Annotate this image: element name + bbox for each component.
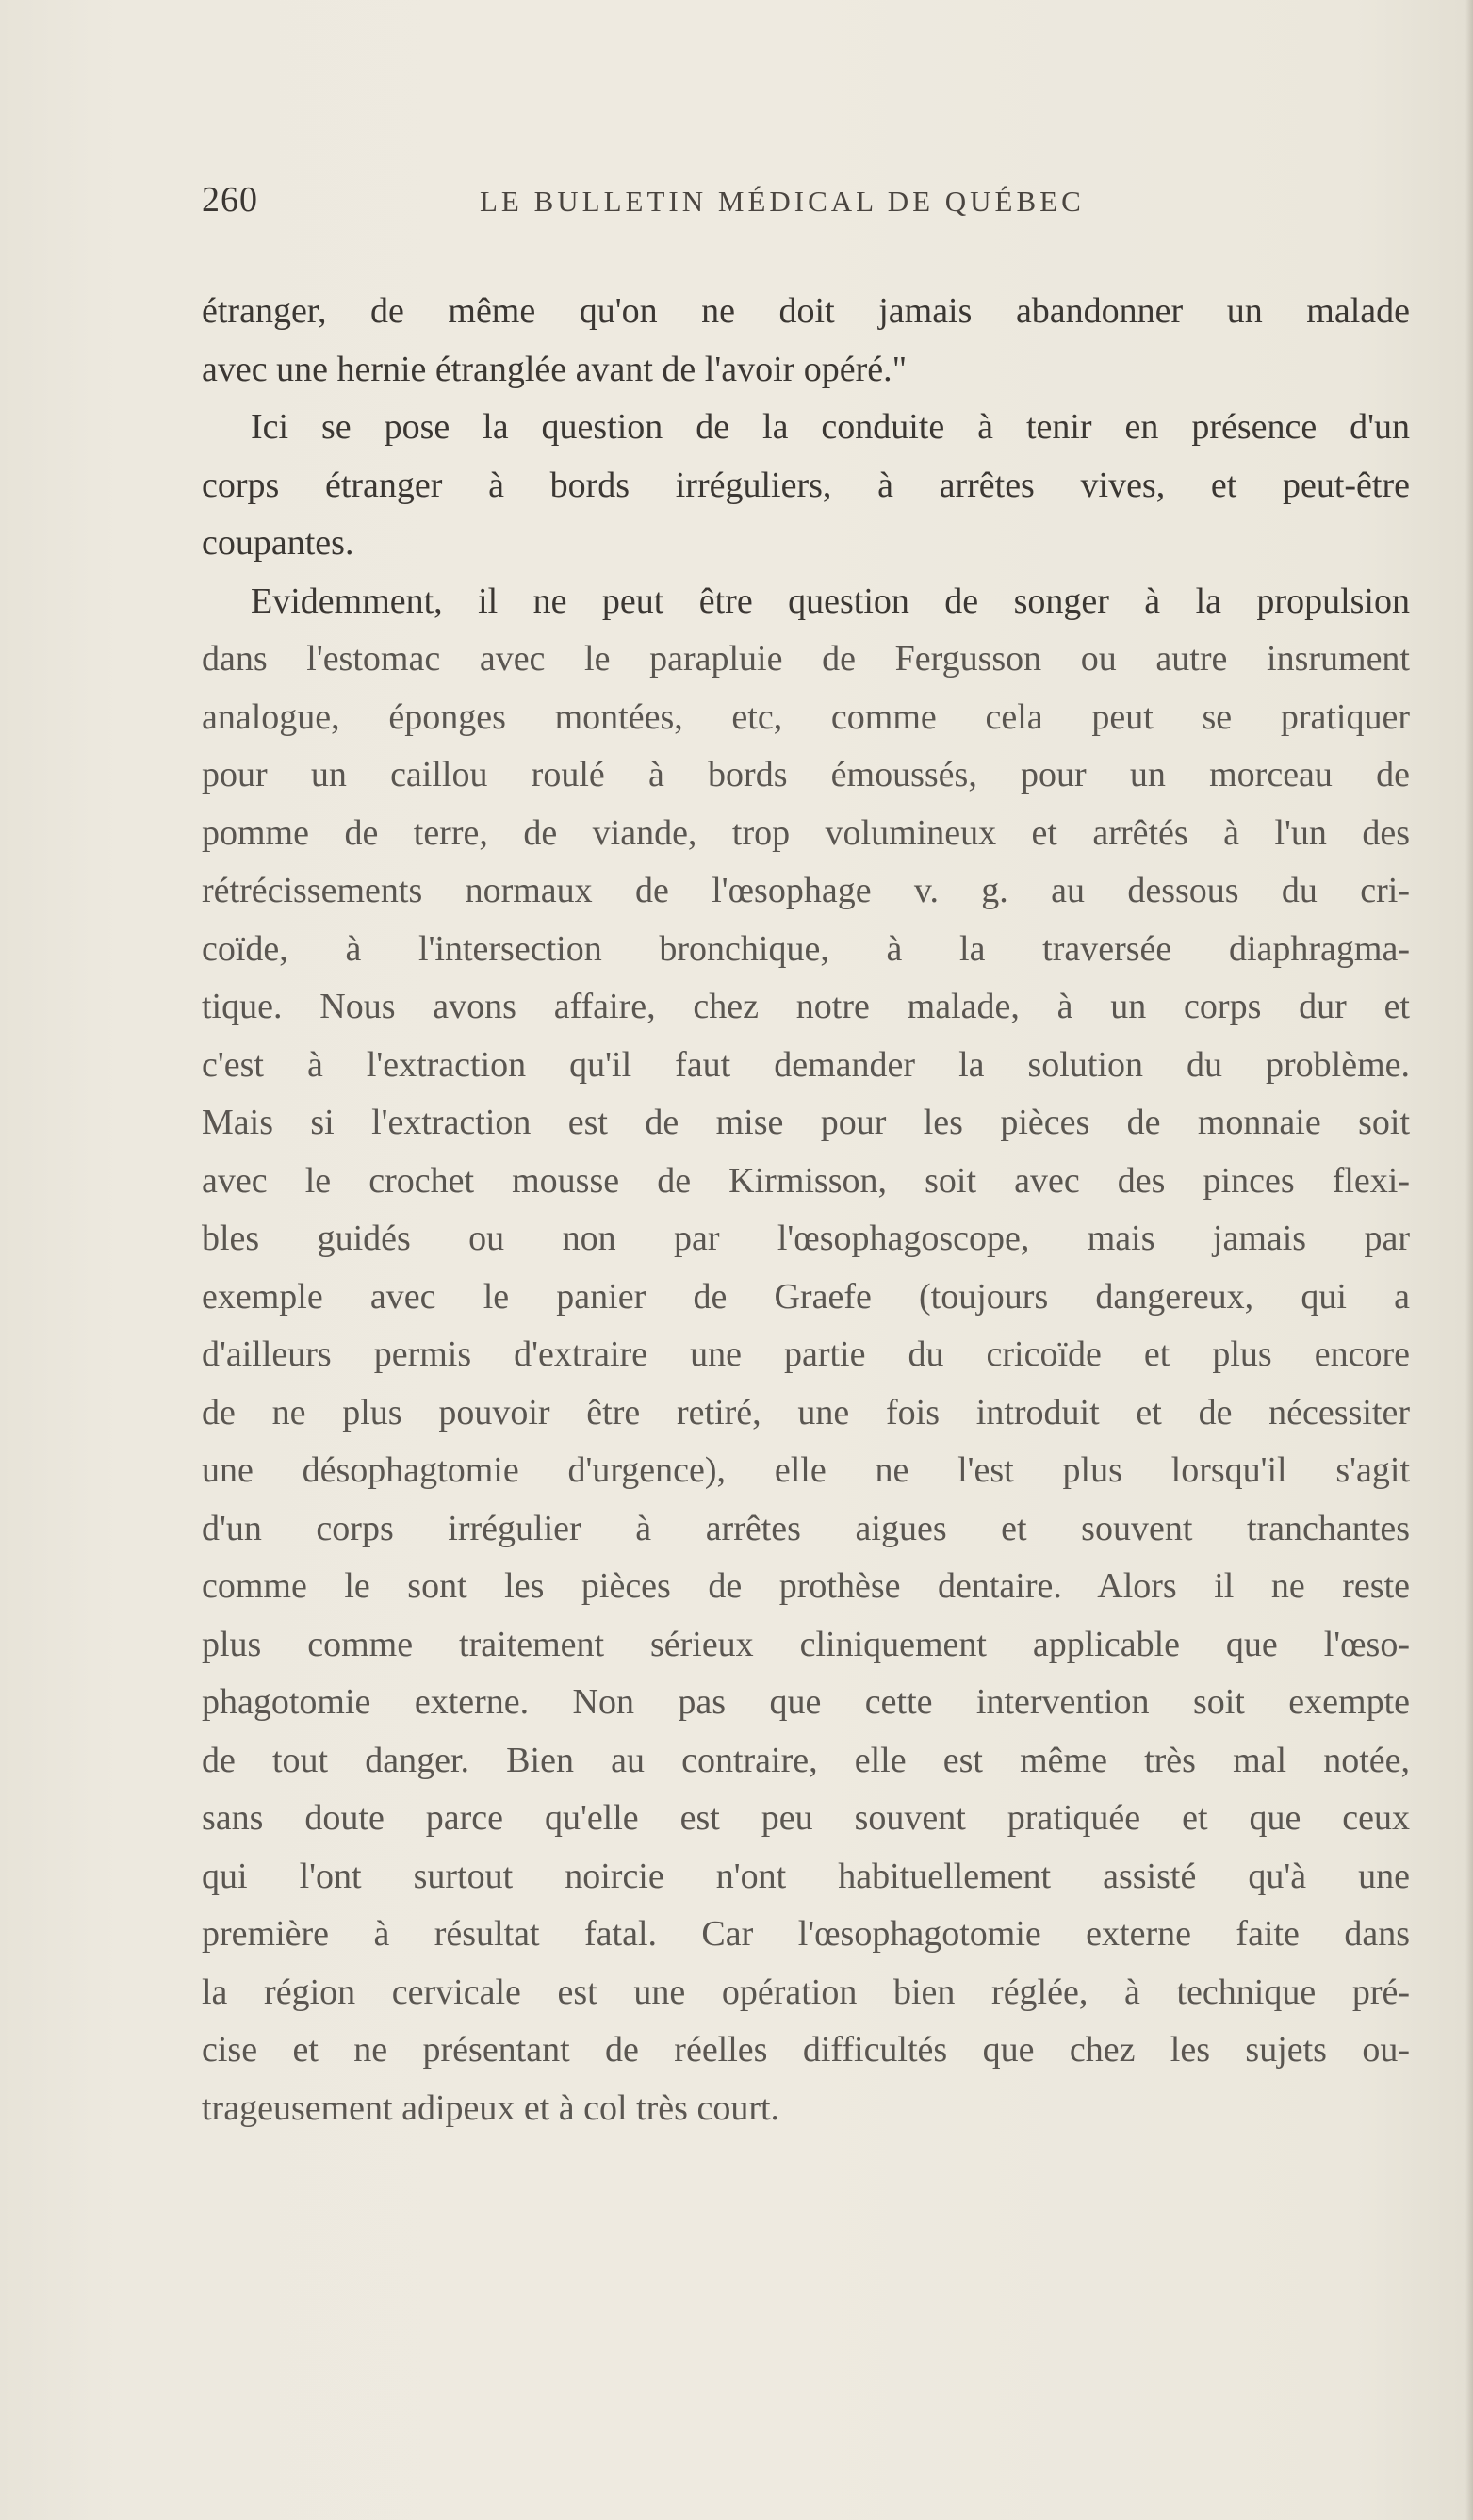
text-line: coupantes. bbox=[202, 523, 354, 563]
text-line: dans l'estomac avec le parapluie de Fergusson ou autre insrument bbox=[202, 639, 1410, 679]
text-line: d'ailleurs permis d'extraire une partie du cricoïde et plus encore bbox=[202, 1334, 1410, 1374]
text-line: analogue, éponges montées, etc, comme cela peut se pratiquer bbox=[202, 696, 1410, 737]
page-number: 260 bbox=[202, 180, 258, 220]
text-line: coïde, à l'intersection bronchique, à la traversée diaphragma- bbox=[202, 928, 1410, 969]
text-line: pomme de terre, de viande, trop volumineux et arrêtés à l'un des bbox=[202, 812, 1410, 853]
text-line: exemple avec le panier de Graefe (toujours dangereux, qui a bbox=[202, 1276, 1410, 1317]
text-line: de ne plus pouvoir être retiré, une fois introduit et de nécessiter bbox=[202, 1392, 1410, 1432]
text-line: phagotomie externe. Non pas que cette intervention soit exempte bbox=[202, 1682, 1410, 1722]
text-line: corps étranger à bords irréguliers, à arrêtes vives, et peut-être bbox=[202, 465, 1410, 505]
text-line: sans doute parce qu'elle est peu souvent pratiquée et que ceux bbox=[202, 1798, 1410, 1838]
page-header bbox=[202, 179, 1417, 232]
text-line: première à résultat fatal. Car l'œsophagotomie externe faite dans bbox=[202, 1914, 1410, 1954]
running-title: LE BULLETIN MÉDICAL DE QUÉBEC bbox=[480, 185, 1085, 218]
text-line: Ici se pose la question de la conduite à tenir en présence d'un bbox=[251, 407, 1410, 447]
text-line: tique. Nous avons affaire, chez notre malade, à un corps dur et bbox=[202, 987, 1410, 1026]
text-line: Evidemment, il ne peut être question de songer à la propulsion bbox=[251, 581, 1410, 621]
text-line: étranger, de même qu'on ne doit jamais abandonner un malade bbox=[202, 291, 1410, 331]
text-line: la région cervicale est une opération bien réglée, à technique pré- bbox=[202, 1972, 1410, 2012]
text-line: une désophagtomie d'urgence), elle ne l'est plus lorsqu'il s'agit bbox=[202, 1450, 1410, 1490]
text-line: comme le sont les pièces de prothèse dentaire. Alors il ne reste bbox=[202, 1566, 1410, 1606]
body-text bbox=[202, 283, 1410, 2137]
text-line: qui l'ont surtout noircie n'ont habituellement assisté qu'à une bbox=[202, 1856, 1410, 1896]
text-line: d'un corps irrégulier à arrêtes aigues et souvent tranchantes bbox=[202, 1508, 1410, 1548]
text-line: avec le crochet mousse de Kirmisson, soit avec des pinces flexi- bbox=[202, 1160, 1410, 1201]
text-line: cise et ne présentant de réelles difficultés que chez les sujets ou- bbox=[202, 2030, 1410, 2070]
text-line: c'est à l'extraction qu'il faut demander la solution du problème. bbox=[202, 1044, 1410, 1085]
text-line: de tout danger. Bien au contraire, elle est même très mal notée, bbox=[202, 1740, 1410, 1780]
text-line: pour un caillou roulé à bords émoussés, pour un morceau de bbox=[202, 755, 1410, 794]
text-line: rétrécissements normaux de l'œsophage v. g. au dessous du cri- bbox=[202, 871, 1410, 910]
text-line: avec une hernie étranglée avant de l'avoir opéré." bbox=[202, 349, 908, 389]
text-line: bles guidés ou non par l'œsophagoscope, mais jamais par bbox=[202, 1219, 1410, 1258]
text-line: Mais si l'extraction est de mise pour les pièces de monnaie soit bbox=[202, 1103, 1410, 1142]
page-edge-shadow bbox=[1465, 0, 1473, 2520]
text-line: trageusement adipeux et à col très court. bbox=[202, 2087, 780, 2128]
text-line: plus comme traitement sérieux cliniquement applicable que l'œso- bbox=[202, 1624, 1410, 1664]
